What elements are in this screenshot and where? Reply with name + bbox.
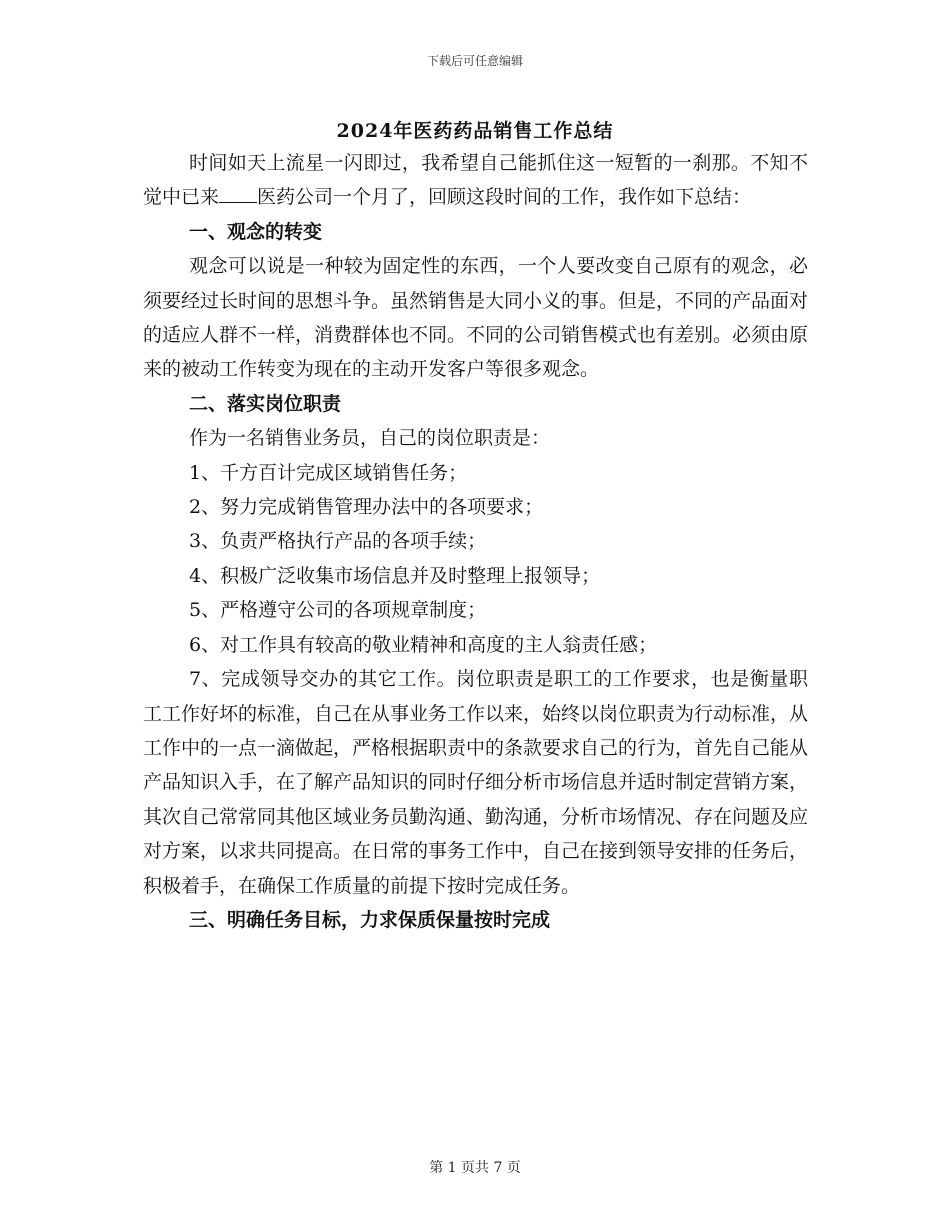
section-heading-1: 一、观念的转变 [189, 220, 323, 243]
header-note: 下载后可任意编辑 [426, 54, 523, 68]
section-2-lead: 作为一名销售业务员，自己的岗位职责是： [189, 427, 551, 450]
duty-item-7: 7、完成领导交办的其它工作。岗位职责是职工的工作要求，也是衡量职工工作好坏的标准，自己在从事业务工作以来，始终以岗位职责为行动标准，从工作中的一点一滴做起，严格根据职责中的条款要求自己的行为，首先自己能从产品知识入手，在了解产品知识的同时仔细分析市场信息并适时制定营销方案，其次自己常常同其他区域业务员勤沟通、勤沟通，分析市场情况、存在问题及应对方案，以求共同提高。在日常的事务工作中，自己在接到领导安排的任务后，积极着手，在确保工作质量的前提下按时完成任务。 [143, 668, 809, 897]
section-1-paragraph: 观念可以说是一种较为固定性的东西，一个人要改变自己原有的观念，必须要经过长时间的思想斗争。虽然销售是大同小义的事。但是，不同的产品面对的适应人群不一样，消费群体也不同。不同的公司销售模式也有差别。必须由原来的被动工作转变为现在的主动开发客户等很多观念。 [143, 255, 809, 381]
section-heading-3: 三、明确任务目标，力求保质保量按时完成 [189, 908, 551, 931]
duty-item-4: 4、积极广泛收集市场信息并及时整理上报领导； [189, 564, 601, 587]
intro-text-part2: 医药公司一个月了，回顾这段时间的工作，我作如下总结： [257, 186, 752, 209]
duty-item-2: 2、努力完成销售管理办法中的各项要求； [189, 496, 544, 519]
page-number: 第 1 页共 7 页 [429, 1160, 521, 1176]
section-heading-2: 二、落实岗位职责 [189, 392, 342, 415]
intro-text-part1: 时间如天上流星一闪即过，我希望自己能抓住这一短暂的一刹那。不知不觉中已来 [143, 152, 808, 209]
duty-item-5: 5、严格遵守公司的各项规章制度； [189, 599, 487, 622]
duty-item-3: 3、负责严格执行产品的各项手续； [189, 530, 487, 553]
document-body [143, 146, 808, 937]
blank-underline [219, 184, 257, 203]
document-title: 2024年医药药品销售工作总结 [336, 120, 614, 142]
intro-paragraph [143, 146, 808, 215]
duty-item-6: 6、对工作具有较高的敬业精神和高度的主人翁责任感； [189, 633, 658, 656]
duty-item-1: 1、千方百计完成区域销售任务； [189, 461, 468, 484]
